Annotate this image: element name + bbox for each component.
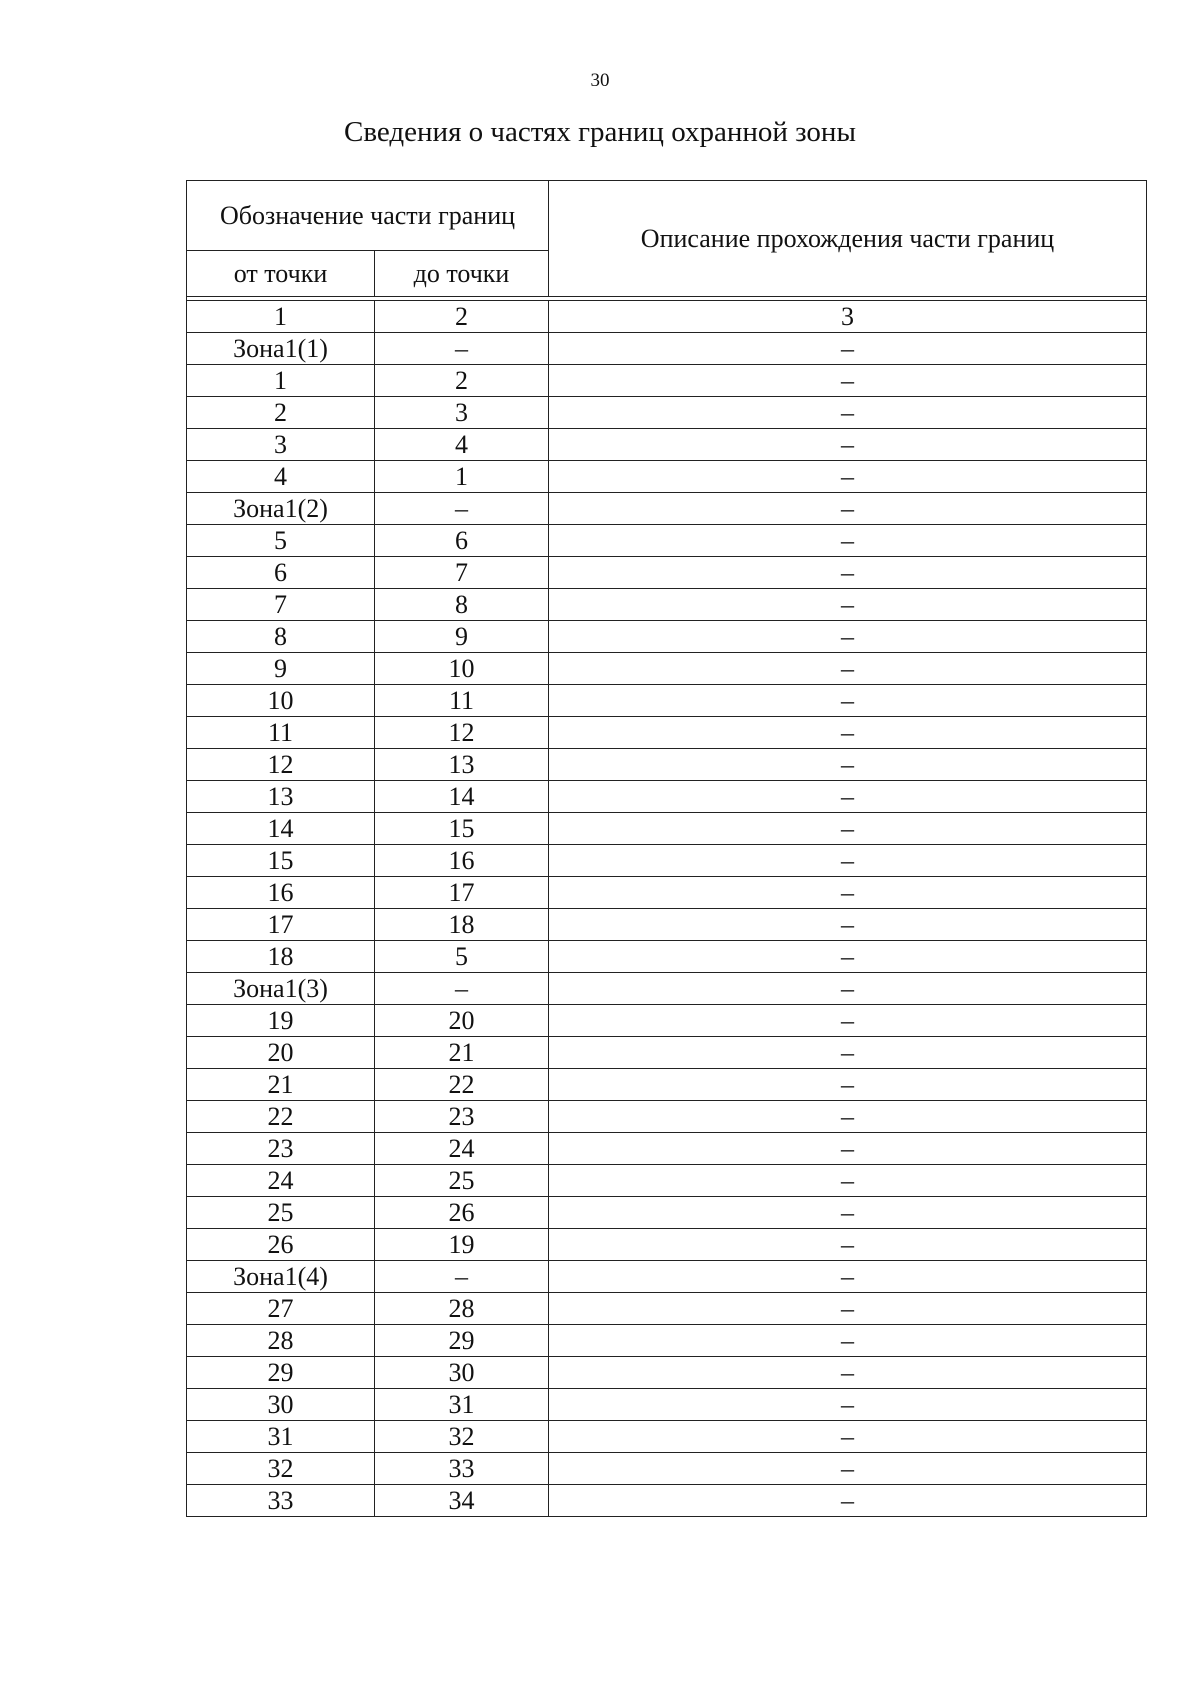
cell-description: – bbox=[549, 429, 1147, 461]
cell-description: – bbox=[549, 845, 1147, 877]
cell-from-point: Зона1(4) bbox=[187, 1261, 375, 1293]
cell-from-point: 16 bbox=[187, 877, 375, 909]
cell-description: – bbox=[549, 1037, 1147, 1069]
cell-from-point: 13 bbox=[187, 781, 375, 813]
table-row bbox=[187, 301, 1147, 333]
page-number: 30 bbox=[590, 70, 610, 91]
cell-from-point: 14 bbox=[187, 813, 375, 845]
cell-to-point: 11 bbox=[375, 685, 549, 717]
cell-description: – bbox=[549, 557, 1147, 589]
cell-from-point: 20 bbox=[187, 1037, 375, 1069]
table-row bbox=[187, 845, 1147, 877]
cell-to-point: 33 bbox=[375, 1453, 549, 1485]
cell-description: – bbox=[549, 1261, 1147, 1293]
cell-from-point: 18 bbox=[187, 941, 375, 973]
table-row bbox=[187, 333, 1147, 365]
boundary-table-container bbox=[186, 180, 1146, 1517]
table-row bbox=[187, 1133, 1147, 1165]
cell-description: – bbox=[549, 1133, 1147, 1165]
cell-to-point: 3 bbox=[375, 397, 549, 429]
cell-to-point: 26 bbox=[375, 1197, 549, 1229]
table-row bbox=[187, 813, 1147, 845]
cell-from-point: 22 bbox=[187, 1101, 375, 1133]
cell-to-point: – bbox=[375, 493, 549, 525]
cell-to-point: – bbox=[375, 333, 549, 365]
cell-from-point: 8 bbox=[187, 621, 375, 653]
table-row bbox=[187, 1261, 1147, 1293]
cell-to-point: – bbox=[375, 973, 549, 1005]
table-row bbox=[187, 1101, 1147, 1133]
cell-from-point: 28 bbox=[187, 1325, 375, 1357]
table-row bbox=[187, 749, 1147, 781]
cell-description: – bbox=[549, 1165, 1147, 1197]
table-row bbox=[187, 1357, 1147, 1389]
cell-to-point: 8 bbox=[375, 589, 549, 621]
table-row bbox=[187, 685, 1147, 717]
table-row bbox=[187, 1293, 1147, 1325]
cell-to-point: 34 bbox=[375, 1485, 549, 1517]
cell-to-point: 17 bbox=[375, 877, 549, 909]
cell-to-point: 18 bbox=[375, 909, 549, 941]
cell-to-point: 5 bbox=[375, 941, 549, 973]
cell-description: – bbox=[549, 1485, 1147, 1517]
table-row bbox=[187, 1165, 1147, 1197]
table-row bbox=[187, 1421, 1147, 1453]
cell-description: – bbox=[549, 1229, 1147, 1261]
table-row bbox=[187, 1485, 1147, 1517]
cell-to-point: 12 bbox=[375, 717, 549, 749]
cell-from-point: 29 bbox=[187, 1357, 375, 1389]
cell-description: – bbox=[549, 1325, 1147, 1357]
cell-description: – bbox=[549, 909, 1147, 941]
cell-to-point: 9 bbox=[375, 621, 549, 653]
cell-description: – bbox=[549, 1357, 1147, 1389]
boundary-table bbox=[186, 180, 1147, 1517]
cell-from-point: 7 bbox=[187, 589, 375, 621]
cell-to-point: 20 bbox=[375, 1005, 549, 1037]
cell-from-point: 17 bbox=[187, 909, 375, 941]
cell-from-point: 27 bbox=[187, 1293, 375, 1325]
cell-description: – bbox=[549, 813, 1147, 845]
table-row bbox=[187, 429, 1147, 461]
cell-description: – bbox=[549, 1293, 1147, 1325]
cell-description: – bbox=[549, 493, 1147, 525]
cell-to-point: 29 bbox=[375, 1325, 549, 1357]
cell-from-point: 12 bbox=[187, 749, 375, 781]
cell-to-point: 19 bbox=[375, 1229, 549, 1261]
table-row bbox=[187, 1197, 1147, 1229]
cell-to-point: 6 bbox=[375, 525, 549, 557]
table-row bbox=[187, 941, 1147, 973]
table-row bbox=[187, 1037, 1147, 1069]
table-row bbox=[187, 589, 1147, 621]
cell-description: – bbox=[549, 1101, 1147, 1133]
cell-to-point: 25 bbox=[375, 1165, 549, 1197]
header-to-point: до точки bbox=[375, 251, 549, 297]
cell-description: – bbox=[549, 781, 1147, 813]
table-row bbox=[187, 557, 1147, 589]
cell-to-point: 1 bbox=[375, 461, 549, 493]
table-row bbox=[187, 461, 1147, 493]
cell-description: – bbox=[549, 1069, 1147, 1101]
table-row bbox=[187, 1389, 1147, 1421]
cell-description: – bbox=[549, 1005, 1147, 1037]
table-row bbox=[187, 1005, 1147, 1037]
cell-description: – bbox=[549, 653, 1147, 685]
cell-to-point: 13 bbox=[375, 749, 549, 781]
cell-description: – bbox=[549, 717, 1147, 749]
cell-from-point: 5 bbox=[187, 525, 375, 557]
cell-from-point: Зона1(1) bbox=[187, 333, 375, 365]
cell-description: – bbox=[549, 1389, 1147, 1421]
page-title: Сведения о частях границ охранной зоны bbox=[344, 116, 856, 148]
table-row bbox=[187, 397, 1147, 429]
table-row bbox=[187, 493, 1147, 525]
table-row bbox=[187, 1453, 1147, 1485]
cell-from-point: 1 bbox=[187, 365, 375, 397]
cell-to-point: 23 bbox=[375, 1101, 549, 1133]
cell-from-point: 23 bbox=[187, 1133, 375, 1165]
cell-to-point: 2 bbox=[375, 301, 549, 333]
cell-to-point: 31 bbox=[375, 1389, 549, 1421]
cell-to-point: 16 bbox=[375, 845, 549, 877]
cell-description: – bbox=[549, 397, 1147, 429]
cell-description: – bbox=[549, 1421, 1147, 1453]
table-row bbox=[187, 909, 1147, 941]
cell-description: – bbox=[549, 621, 1147, 653]
cell-from-point: 24 bbox=[187, 1165, 375, 1197]
cell-from-point: 30 bbox=[187, 1389, 375, 1421]
cell-to-point: 24 bbox=[375, 1133, 549, 1165]
cell-from-point: 4 bbox=[187, 461, 375, 493]
table-row bbox=[187, 1069, 1147, 1101]
cell-description: – bbox=[549, 877, 1147, 909]
table-row bbox=[187, 781, 1147, 813]
table-row bbox=[187, 1229, 1147, 1261]
cell-to-point: 32 bbox=[375, 1421, 549, 1453]
cell-to-point: 30 bbox=[375, 1357, 549, 1389]
cell-to-point: 2 bbox=[375, 365, 549, 397]
cell-from-point: 15 bbox=[187, 845, 375, 877]
table-row bbox=[187, 1325, 1147, 1357]
table-body bbox=[187, 301, 1147, 1517]
table-row bbox=[187, 653, 1147, 685]
cell-to-point: 7 bbox=[375, 557, 549, 589]
cell-from-point: 1 bbox=[187, 301, 375, 333]
cell-from-point: 11 bbox=[187, 717, 375, 749]
cell-description: – bbox=[549, 685, 1147, 717]
cell-description: – bbox=[549, 1197, 1147, 1229]
cell-description: – bbox=[549, 1453, 1147, 1485]
header-boundary-description: Описание прохождения части границ bbox=[549, 181, 1147, 297]
table-row bbox=[187, 525, 1147, 557]
table-row bbox=[187, 717, 1147, 749]
cell-to-point: 14 bbox=[375, 781, 549, 813]
table-row bbox=[187, 621, 1147, 653]
cell-from-point: 9 bbox=[187, 653, 375, 685]
cell-from-point: 31 bbox=[187, 1421, 375, 1453]
cell-description: – bbox=[549, 333, 1147, 365]
cell-to-point: 28 bbox=[375, 1293, 549, 1325]
cell-from-point: 3 bbox=[187, 429, 375, 461]
cell-description: – bbox=[549, 365, 1147, 397]
cell-description: – bbox=[549, 749, 1147, 781]
cell-to-point: 15 bbox=[375, 813, 549, 845]
cell-from-point: Зона1(2) bbox=[187, 493, 375, 525]
cell-description: – bbox=[549, 461, 1147, 493]
cell-to-point: 4 bbox=[375, 429, 549, 461]
cell-to-point: 22 bbox=[375, 1069, 549, 1101]
cell-from-point: 2 bbox=[187, 397, 375, 429]
cell-to-point: – bbox=[375, 1261, 549, 1293]
table-row bbox=[187, 365, 1147, 397]
table-row bbox=[187, 973, 1147, 1005]
cell-from-point: 26 bbox=[187, 1229, 375, 1261]
cell-description: – bbox=[549, 973, 1147, 1005]
cell-from-point: 19 bbox=[187, 1005, 375, 1037]
cell-from-point: 6 bbox=[187, 557, 375, 589]
cell-description: 3 bbox=[549, 301, 1147, 333]
cell-from-point: 33 bbox=[187, 1485, 375, 1517]
cell-description: – bbox=[549, 589, 1147, 621]
cell-to-point: 10 bbox=[375, 653, 549, 685]
cell-to-point: 21 bbox=[375, 1037, 549, 1069]
cell-from-point: 25 bbox=[187, 1197, 375, 1229]
cell-from-point: Зона1(3) bbox=[187, 973, 375, 1005]
header-boundary-designation: Обозначение части границ bbox=[187, 181, 549, 251]
header-from-point: от точки bbox=[187, 251, 375, 297]
cell-description: – bbox=[549, 525, 1147, 557]
cell-description: – bbox=[549, 941, 1147, 973]
cell-from-point: 32 bbox=[187, 1453, 375, 1485]
table-row bbox=[187, 877, 1147, 909]
cell-from-point: 10 bbox=[187, 685, 375, 717]
cell-from-point: 21 bbox=[187, 1069, 375, 1101]
